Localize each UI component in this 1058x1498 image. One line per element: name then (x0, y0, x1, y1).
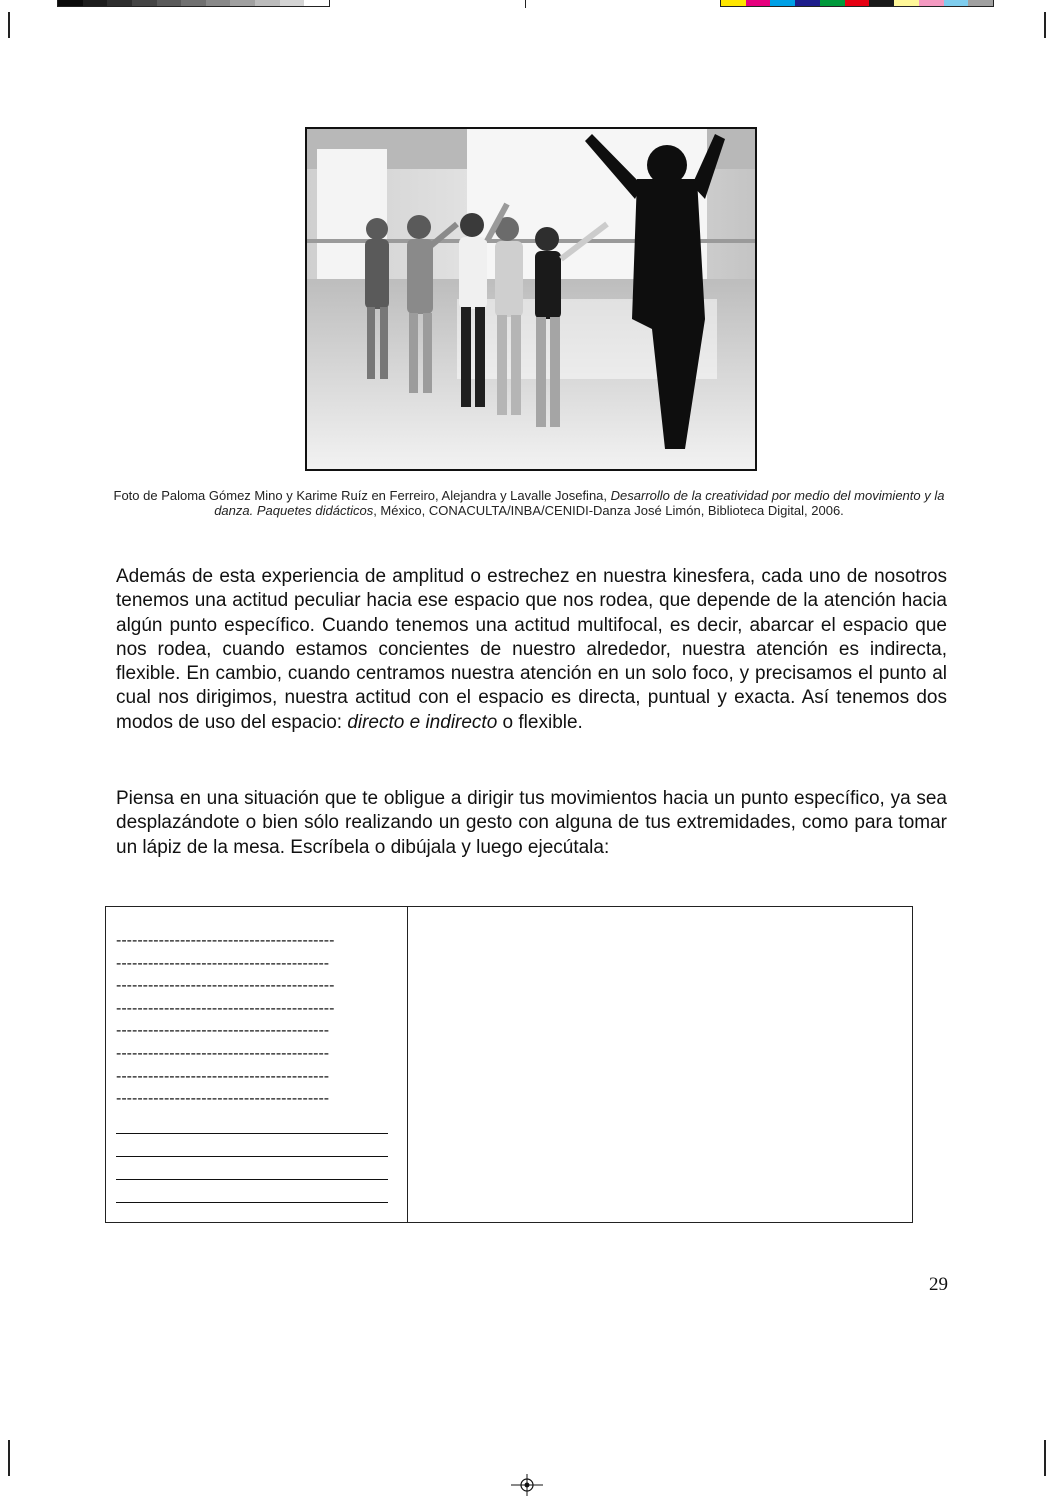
color-swatch (919, 0, 944, 6)
paragraph-1-emphasis: directo e indirecto (347, 711, 498, 733)
body-paragraph-1 (116, 565, 947, 735)
grayscale-swatch (255, 0, 280, 6)
page-number: 29 (929, 1274, 948, 1295)
color-swatch (820, 0, 845, 6)
caption-credit: Foto de Paloma Gómez Mino y Karime Ruíz en Ferreiro, Alejandra y Lavalle Josefina, (113, 488, 611, 503)
grayscale-swatch (132, 0, 157, 6)
color-swatch (894, 0, 919, 6)
grayscale-swatch (206, 0, 231, 6)
color-swatch (968, 0, 993, 6)
grayscale-swatch (157, 0, 182, 6)
grayscale-swatch (107, 0, 132, 6)
solid-writing-line[interactable] (116, 1111, 388, 1134)
exercise-box (105, 906, 913, 1223)
photo-caption (112, 488, 946, 518)
caption-publication: , México, CONACULTA/INBA/CENIDI-Danza José Limón, Biblioteca Digital, 2006. (373, 503, 844, 518)
solid-writing-line[interactable] (116, 1180, 388, 1203)
grayscale-swatch (181, 0, 206, 6)
dashed-writing-line[interactable]: ----------------------------------------- (116, 999, 335, 1017)
registration-mark-icon (511, 1474, 543, 1496)
color-swatch (721, 0, 746, 6)
dashed-writing-line[interactable]: ---------------------------------------- (116, 954, 330, 972)
color-swatch (795, 0, 820, 6)
crop-mark-bottom-right (1044, 1440, 1046, 1476)
dashed-writing-line[interactable]: ---------------------------------------- (116, 1090, 330, 1108)
dashed-writing-line[interactable]: ----------------------------------------- (116, 977, 335, 995)
solid-writing-line[interactable] (116, 1134, 388, 1157)
grayscale-calibration-bar (57, 0, 330, 7)
dashed-writing-line[interactable]: ----------------------------------------- (116, 932, 335, 949)
paragraph-1-end: o flexible. (497, 711, 583, 733)
crop-mark-top-center (525, 0, 526, 8)
dance-class-photo (305, 127, 757, 471)
color-swatch (770, 0, 795, 6)
color-swatch (746, 0, 771, 6)
color-calibration-bar (720, 0, 994, 7)
grayscale-swatch (83, 0, 108, 6)
dashed-writing-line[interactable]: ---------------------------------------- (116, 1022, 330, 1040)
dashed-writing-line[interactable]: ---------------------------------------- (116, 1044, 330, 1062)
color-swatch (944, 0, 969, 6)
crop-mark-top-right (1044, 12, 1046, 38)
solid-writing-line[interactable] (116, 1157, 388, 1180)
writing-area[interactable] (106, 907, 408, 1222)
grayscale-swatch (58, 0, 83, 6)
crop-mark-bottom-left (8, 1440, 10, 1476)
crop-mark-top-left (8, 12, 10, 38)
caption-title: Desarrollo de la creatividad por medio del movimiento y la danza. Paquetes didácticos (214, 488, 945, 518)
grayscale-swatch (230, 0, 255, 6)
grayscale-swatch (304, 0, 329, 6)
color-swatch (845, 0, 870, 6)
grayscale-swatch (280, 0, 305, 6)
color-swatch (869, 0, 894, 6)
drawing-area[interactable] (408, 907, 912, 1222)
paragraph-1-text: Además de esta experiencia de amplitud o estrechez en nuestra kinesfera, cada uno de nosotros tenemos una actitud peculiar hacia ese espacio que nos rodea, que depende de la atención hacia algún punto específico. Cuando tenemos una actitud multifocal, es decir, abarcar el espacio que nos rodea, cuando estamos concientes de nuestro alrededor, nuestra atención es indirecta, flexible. En cambio, cuando centramos nuestra atención en un solo foco, y precisamos el punto al cual nos dirigimos, nuestra actitud con el espacio es directa, puntual y exacta. Así tenemos dos modos de uso del espacio: (116, 566, 947, 733)
body-paragraph-2: Piensa en una situación que te obligue a dirigir tus movimientos hacia un punto específico, ya sea desplazándote o bien sólo realizando un gesto con alguna de tus extremidades, como para tomar un lápiz de la mesa. Escríbela o dibújala y luego ejecútala: (116, 788, 947, 858)
dashed-writing-line[interactable]: ---------------------------------------- (116, 1067, 330, 1085)
